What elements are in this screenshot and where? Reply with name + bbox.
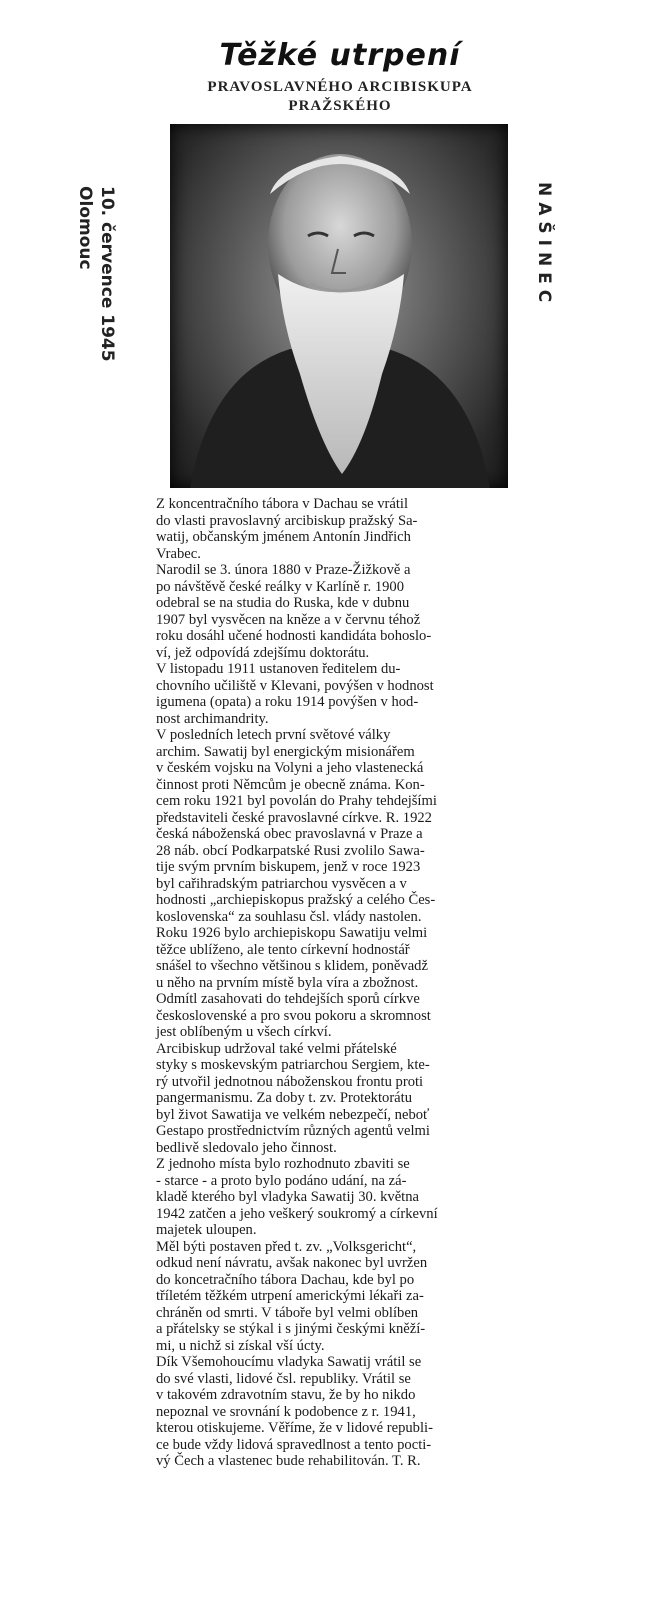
article-paragraph bbox=[138, 1156, 546, 1239]
article-body bbox=[138, 496, 546, 1470]
text-line: cem roku 1921 byl povolán do Prahy tehdejšími bbox=[156, 793, 437, 809]
text-line: 1907 byl vysvěcen na kněze a v červnu téhož bbox=[156, 611, 421, 628]
side-date: 10. července 1945 bbox=[97, 186, 117, 362]
side-dateline bbox=[74, 186, 118, 362]
text-line: V listopadu 1911 ustanoven ředitelem du- bbox=[156, 661, 401, 677]
text-line: Odmítl zasahovati do tehdejších sporů církve bbox=[156, 991, 420, 1007]
text-line: kladě kterého byl vladyka Sawatij 30. května bbox=[156, 1189, 420, 1205]
text-line: československé a pro svou pokoru a skromnost bbox=[156, 1007, 431, 1024]
text-line: - starce - a proto bylo podáno udání, na zá- bbox=[156, 1172, 407, 1189]
article-paragraph bbox=[138, 562, 546, 661]
text-line: tije svým prvním biskupem, jenž v roce 1923 bbox=[156, 859, 421, 875]
text-line: do koncetračního tábora Dachau, kde byl po bbox=[156, 1271, 415, 1288]
article-paragraph bbox=[138, 1239, 546, 1355]
text-line: rý utvořil jednotnou náboženskou frontu proti bbox=[156, 1073, 424, 1090]
text-line: majetek uloupen. bbox=[156, 1222, 257, 1238]
side-place: Olomouc bbox=[75, 186, 95, 270]
text-line: snášel to všechno většinou s klidem, poněvadž bbox=[156, 958, 428, 974]
portrait-photo-icon bbox=[170, 124, 508, 488]
text-line: archim. Sawatij byl energickým misionářem bbox=[156, 743, 415, 760]
text-line: činnost proti Němcům je obecně známa. Kon- bbox=[156, 776, 425, 793]
text-line: igumena (opata) a roku 1914 povýšen v hod- bbox=[156, 694, 419, 710]
text-line: 28 náb. obcí Podkarpatské Rusi zvolilo Sawa- bbox=[156, 842, 425, 859]
text-line: roku dosáhl učené hodnosti kandidáta bohoslo- bbox=[156, 628, 432, 644]
side-newspaper-name: NAŠINEC bbox=[534, 182, 554, 309]
text-line: vý Čech a vlastenec bude rehabilitován. T. R. bbox=[156, 1453, 421, 1469]
text-line: ce bude vždy lidová spravedlnost a tento pocti- bbox=[156, 1436, 432, 1453]
text-line: byl cařihradským patriarchou vysvěcen a v bbox=[156, 875, 407, 892]
text-line: chráněn od smrti. V táboře byl velmi oblíben bbox=[156, 1304, 419, 1321]
text-line: odebral se na studia do Ruska, kde v dubnu bbox=[156, 595, 410, 611]
text-line: a přátelsky se stýkal i s jinými českými kněží- bbox=[156, 1321, 426, 1337]
article-paragraph bbox=[138, 1354, 546, 1470]
text-line: Roku 1926 bylo archiepiskopu Sawatiju velmi bbox=[156, 925, 428, 941]
article-headline: Těžké utrpení bbox=[219, 38, 461, 73]
text-line: koslovenska“ za souhlasu čsl. vlády nastolen. bbox=[156, 908, 422, 925]
text-line: do vlasti pravoslavný arcibiskup pražský Sa- bbox=[156, 512, 418, 529]
text-line: hodnosti „archiepiskopus pražský a celého Čes- bbox=[156, 892, 436, 908]
text-line: Dík Všemohoucímu vladyka Sawatij vrátil se bbox=[156, 1354, 422, 1370]
text-line: pangermanismu. Za doby t. zv. Protektorátu bbox=[156, 1090, 413, 1106]
text-line: byl život Sawatija ve velkém nebezpečí, neboť bbox=[156, 1106, 430, 1123]
text-line: nost archimandrity. bbox=[156, 710, 269, 727]
article-paragraph bbox=[138, 727, 546, 1041]
text-line: 1942 zatčen a jeho veškerý soukromý a církevní bbox=[156, 1205, 438, 1222]
text-line: chovního učiliště v Klevani, povýšen v hodnost bbox=[156, 677, 434, 694]
subheadline-line: PRAŽSKÉHO bbox=[288, 98, 392, 114]
text-line: po návštěvě české reálky v Karlíně r. 1900 bbox=[156, 578, 405, 595]
text-line: Narodil se 3. února 1880 v Praze-Žižkově a bbox=[156, 562, 411, 578]
text-line: watij, občanským jménem Antonín Jindřich bbox=[156, 529, 411, 545]
text-line: kterou otiskujeme. Věříme, že v lidové republi- bbox=[156, 1420, 433, 1436]
portrait-drawing bbox=[170, 124, 508, 488]
text-line: v takovém zdravotním stavu, že by ho nikdo bbox=[156, 1387, 416, 1403]
text-line: tříletém těžkém utrpení americkými lékaři za- bbox=[156, 1288, 424, 1304]
text-line: nepoznal ve srovnání k podobence z r. 1941, bbox=[156, 1403, 416, 1420]
text-line: česká náboženská obec pravoslavná v Praze a bbox=[156, 826, 423, 842]
text-line: Vrabec. bbox=[156, 545, 201, 562]
article-subheadline bbox=[130, 78, 550, 116]
text-line: V posledních letech první světové války bbox=[156, 727, 391, 743]
text-line: ví, jež odpovídá zdejšímu doktorátu. bbox=[156, 644, 370, 661]
text-line: bedlivě sledovalo jeho činnost. bbox=[156, 1139, 337, 1156]
text-line: představiteli české pravoslavné církve. R. 1922 bbox=[156, 809, 432, 826]
article-paragraph bbox=[138, 661, 546, 727]
text-line: v českém vojsku na Volyni a jeho vlastenecká bbox=[156, 760, 424, 776]
text-line: odkud není návratu, avšak nakonec byl uvržen bbox=[156, 1255, 428, 1271]
text-line: Měl býti postaven před t. zv. „Volksgericht“, bbox=[156, 1238, 417, 1255]
text-line: Gestapo prostřednictvím různých agentů velmi bbox=[156, 1123, 430, 1139]
text-line: do své vlasti, lidové čsl. republiky. Vrátil se bbox=[156, 1370, 411, 1387]
subheadline-line: PRAVOSLAVNÉHO ARCIBISKUPA bbox=[207, 79, 473, 95]
text-line: mi, u nichž si získal vší úcty. bbox=[156, 1337, 325, 1354]
text-line: těžce ublíženo, ale tento církevní hodnostář bbox=[156, 941, 410, 958]
text-line: u něho na prvním místě byla víra a zbožnost. bbox=[156, 974, 419, 991]
text-line: Arcibiskup udržoval také velmi přátelské bbox=[156, 1040, 397, 1057]
article-paragraph bbox=[138, 496, 546, 562]
article-paragraph bbox=[138, 1041, 546, 1157]
text-line: Z koncentračního tábora v Dachau se vrátil bbox=[156, 496, 409, 512]
text-line: jest oblíbeným u všech církví. bbox=[156, 1024, 332, 1040]
text-line: Z jednoho místa bylo rozhodnuto zbaviti se bbox=[156, 1156, 410, 1172]
text-line: styky s moskevským patriarchou Sergiem, kte- bbox=[156, 1057, 430, 1073]
